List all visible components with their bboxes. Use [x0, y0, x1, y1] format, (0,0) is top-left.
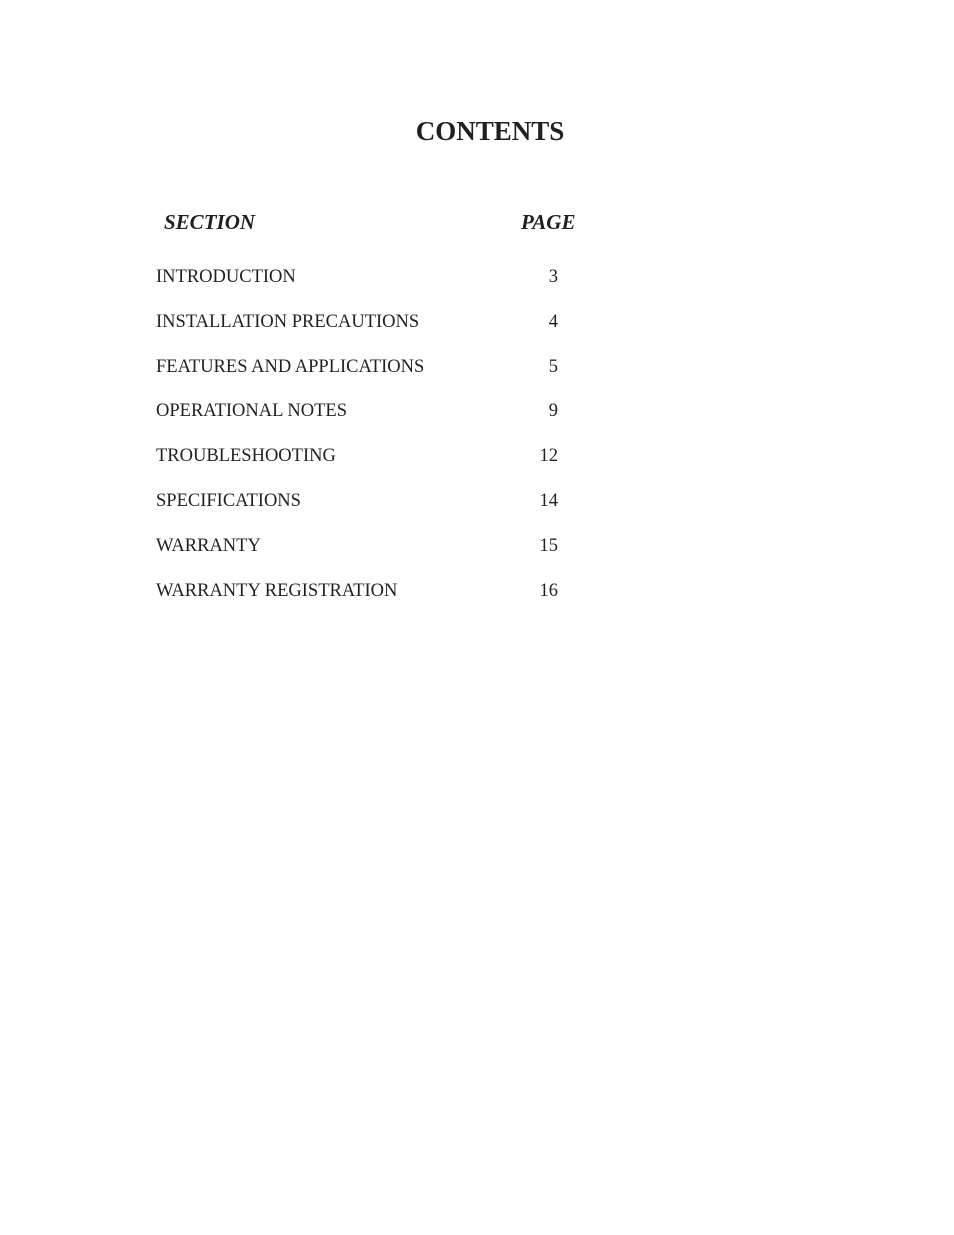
- toc-entry-warranty-registration: [156, 578, 576, 623]
- toc-page-number: 12: [539, 446, 558, 467]
- toc-page-number: 9: [548, 401, 558, 422]
- toc-section-label: WARRANTY REGISTRATION: [156, 580, 398, 601]
- toc-section-label: INSTALLATION PRECAUTIONS: [156, 311, 420, 332]
- toc-entry-specifications: [156, 488, 576, 533]
- toc-page-number: 16: [539, 580, 558, 601]
- toc-page-number: 3: [548, 267, 558, 287]
- toc-page-number: 5: [548, 356, 558, 377]
- toc-entry-warranty: [156, 533, 576, 578]
- section-column-header: SECTION: [164, 210, 256, 234]
- toc-entry-troubleshooting: [156, 443, 576, 488]
- toc-page-number: 4: [548, 311, 558, 332]
- toc-section-label: INTRODUCTION: [156, 267, 296, 287]
- toc-section-label: FEATURES AND APPLICATIONS: [156, 356, 425, 377]
- toc-section-label: TROUBLESHOOTING: [156, 446, 336, 467]
- toc-entry-introduction: [156, 264, 576, 309]
- toc-page-number: 15: [539, 535, 558, 556]
- page-column-header: PAGE: [521, 210, 576, 234]
- page-title: CONTENTS: [415, 116, 565, 146]
- toc-entry-operational-notes: [156, 398, 576, 443]
- toc-section-label: WARRANTY: [156, 535, 261, 556]
- toc-page-number: 14: [539, 490, 558, 511]
- toc-entry-features-and-applications: [156, 354, 576, 399]
- table-of-contents: [156, 264, 576, 622]
- toc-section-label: OPERATIONAL NOTES: [156, 401, 347, 422]
- toc-section-label: SPECIFICATIONS: [156, 490, 301, 511]
- toc-entry-installation-precautions: [156, 309, 576, 354]
